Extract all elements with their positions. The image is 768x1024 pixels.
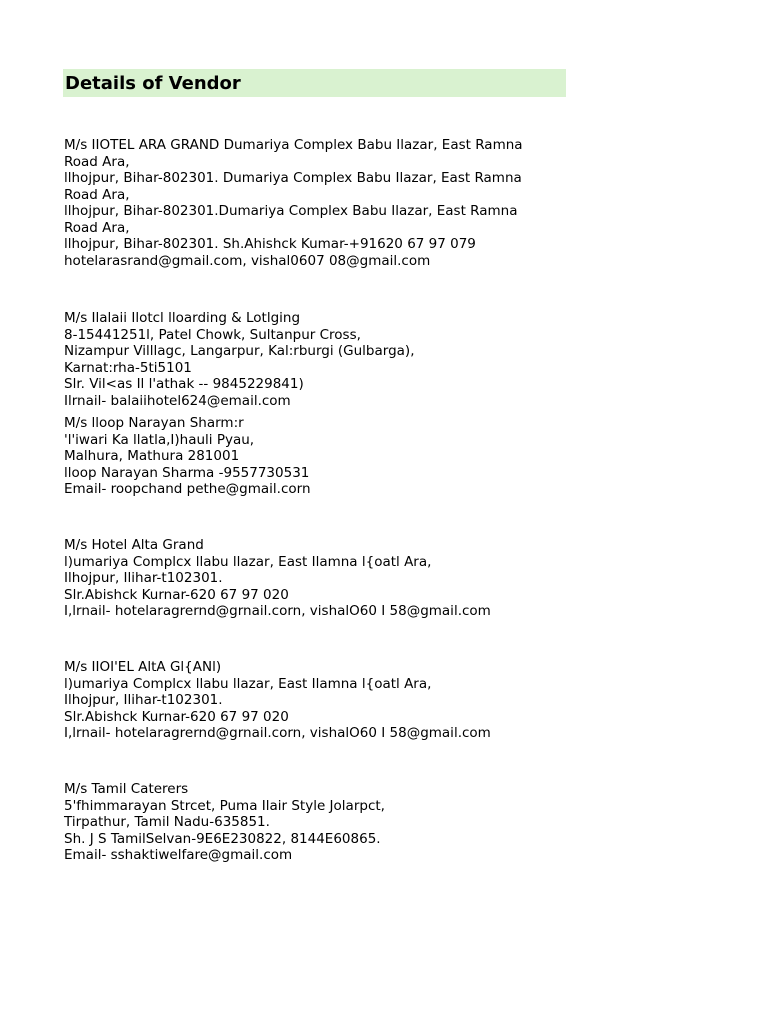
vendor-name: M/s Ilalaii Ilotcl lloarding & Lotlging (64, 310, 301, 326)
vendor-name: M/s Hotel Alta Grand (64, 537, 204, 553)
vendor-line: l)umariya Complcx llabu llazar, East Ilamna l{oatl Ara, (64, 553, 432, 570)
vendor-line: Slr.Abishck Kurnar-620 67 97 020 (64, 586, 289, 603)
vendor-line: lloop Narayan Sharma -9557730531 (64, 464, 310, 481)
vendor-line: M/s IIOTEL ARA GRAND Dumariya Complex Babu Ilazar, East Ramna (64, 137, 523, 153)
vendor-email-line: Email- roopchand pethe@gmail.corn (64, 481, 311, 497)
vendor-block-1 (64, 137, 554, 269)
vendor-line: Nizampur Villlagc, Langarpur, Kal:rburgi (Gulbarga), (64, 343, 415, 359)
vendor-email-line: I,lrnail- hotelaragrernd@grnail.corn, vishalO60 I 58@gmail.com (64, 603, 491, 619)
vendor-line: Malhura, Mathura 281001 (64, 448, 240, 464)
vendor-line: llhojpur, Bihar-802301.Dumariya Complex Babu Ilazar, East Ramna (64, 203, 518, 219)
vendor-line: Road Ara, (64, 186, 130, 203)
vendor-line: Tirpathur, Tamil Nadu-635851. (64, 814, 270, 830)
vendor-block-5 (64, 659, 554, 742)
vendor-line: 'l'iwari Ka llatla,I)hauli Pyau, (64, 431, 255, 448)
vendor-line: Slr. Vil<as Il l'athak -- 9845229841) (64, 376, 304, 392)
vendor-name: M/s IIOI'EL AltA Gl{ANl) (64, 659, 222, 675)
vendor-line: Karnat:rha-5ti5101 (64, 359, 192, 376)
vendor-line: Road Ara, (64, 153, 130, 170)
vendor-line: Ilhojpur, Ilihar-t102301. (64, 692, 223, 708)
vendor-email-line: Email- sshaktiwelfare@gmail.com (64, 847, 293, 863)
vendor-email-line: Ilrnail- balaiihotel624@email.com (64, 392, 291, 409)
vendor-line: 8-15441251l, Patel Chowk, Sultanpur Cross, (64, 326, 361, 343)
vendor-line: Sh. J S TamilSelvan-9E6E230822, 8144E60865. (64, 830, 381, 847)
vendor-name: M/s lloop Narayan Sharm:r (64, 415, 244, 431)
vendor-name: M/s Tamil Caterers (64, 781, 189, 797)
vendor-line: 5'fhimmarayan Strcet, Puma Ilair Style Jolarpct, (64, 797, 385, 814)
vendor-line: Slr.Abishck Kurnar-620 67 97 020 (64, 708, 289, 725)
page-title: Details of Vendor (65, 73, 241, 94)
vendor-block-6 (64, 781, 554, 864)
vendor-block-3 (64, 415, 554, 498)
vendor-line: Ilhojpur, Ilihar-t102301. (64, 570, 223, 586)
vendor-line: llhojpur, Bihar-802301. Dumariya Complex Babu Ilazar, East Ramna (64, 170, 522, 186)
vendor-email-line: I,lrnail- hotelaragrernd@grnail.corn, vishalO60 I 58@gmail.com (64, 725, 491, 741)
vendor-block-4 (64, 537, 554, 620)
vendor-line: llhojpur, Bihar-802301. Sh.Ahishck Kumar-+91620 67 97 079 (64, 236, 476, 252)
vendor-line: Road Ara, (64, 219, 130, 236)
vendor-block-2 (64, 310, 554, 409)
vendor-email-line: hotelarasrand@gmail.com, vishal0607 08@gmail.com (64, 252, 431, 269)
vendor-line: l)umariya Complcx llabu llazar, East Ilamna l{oatl Ara, (64, 675, 432, 692)
